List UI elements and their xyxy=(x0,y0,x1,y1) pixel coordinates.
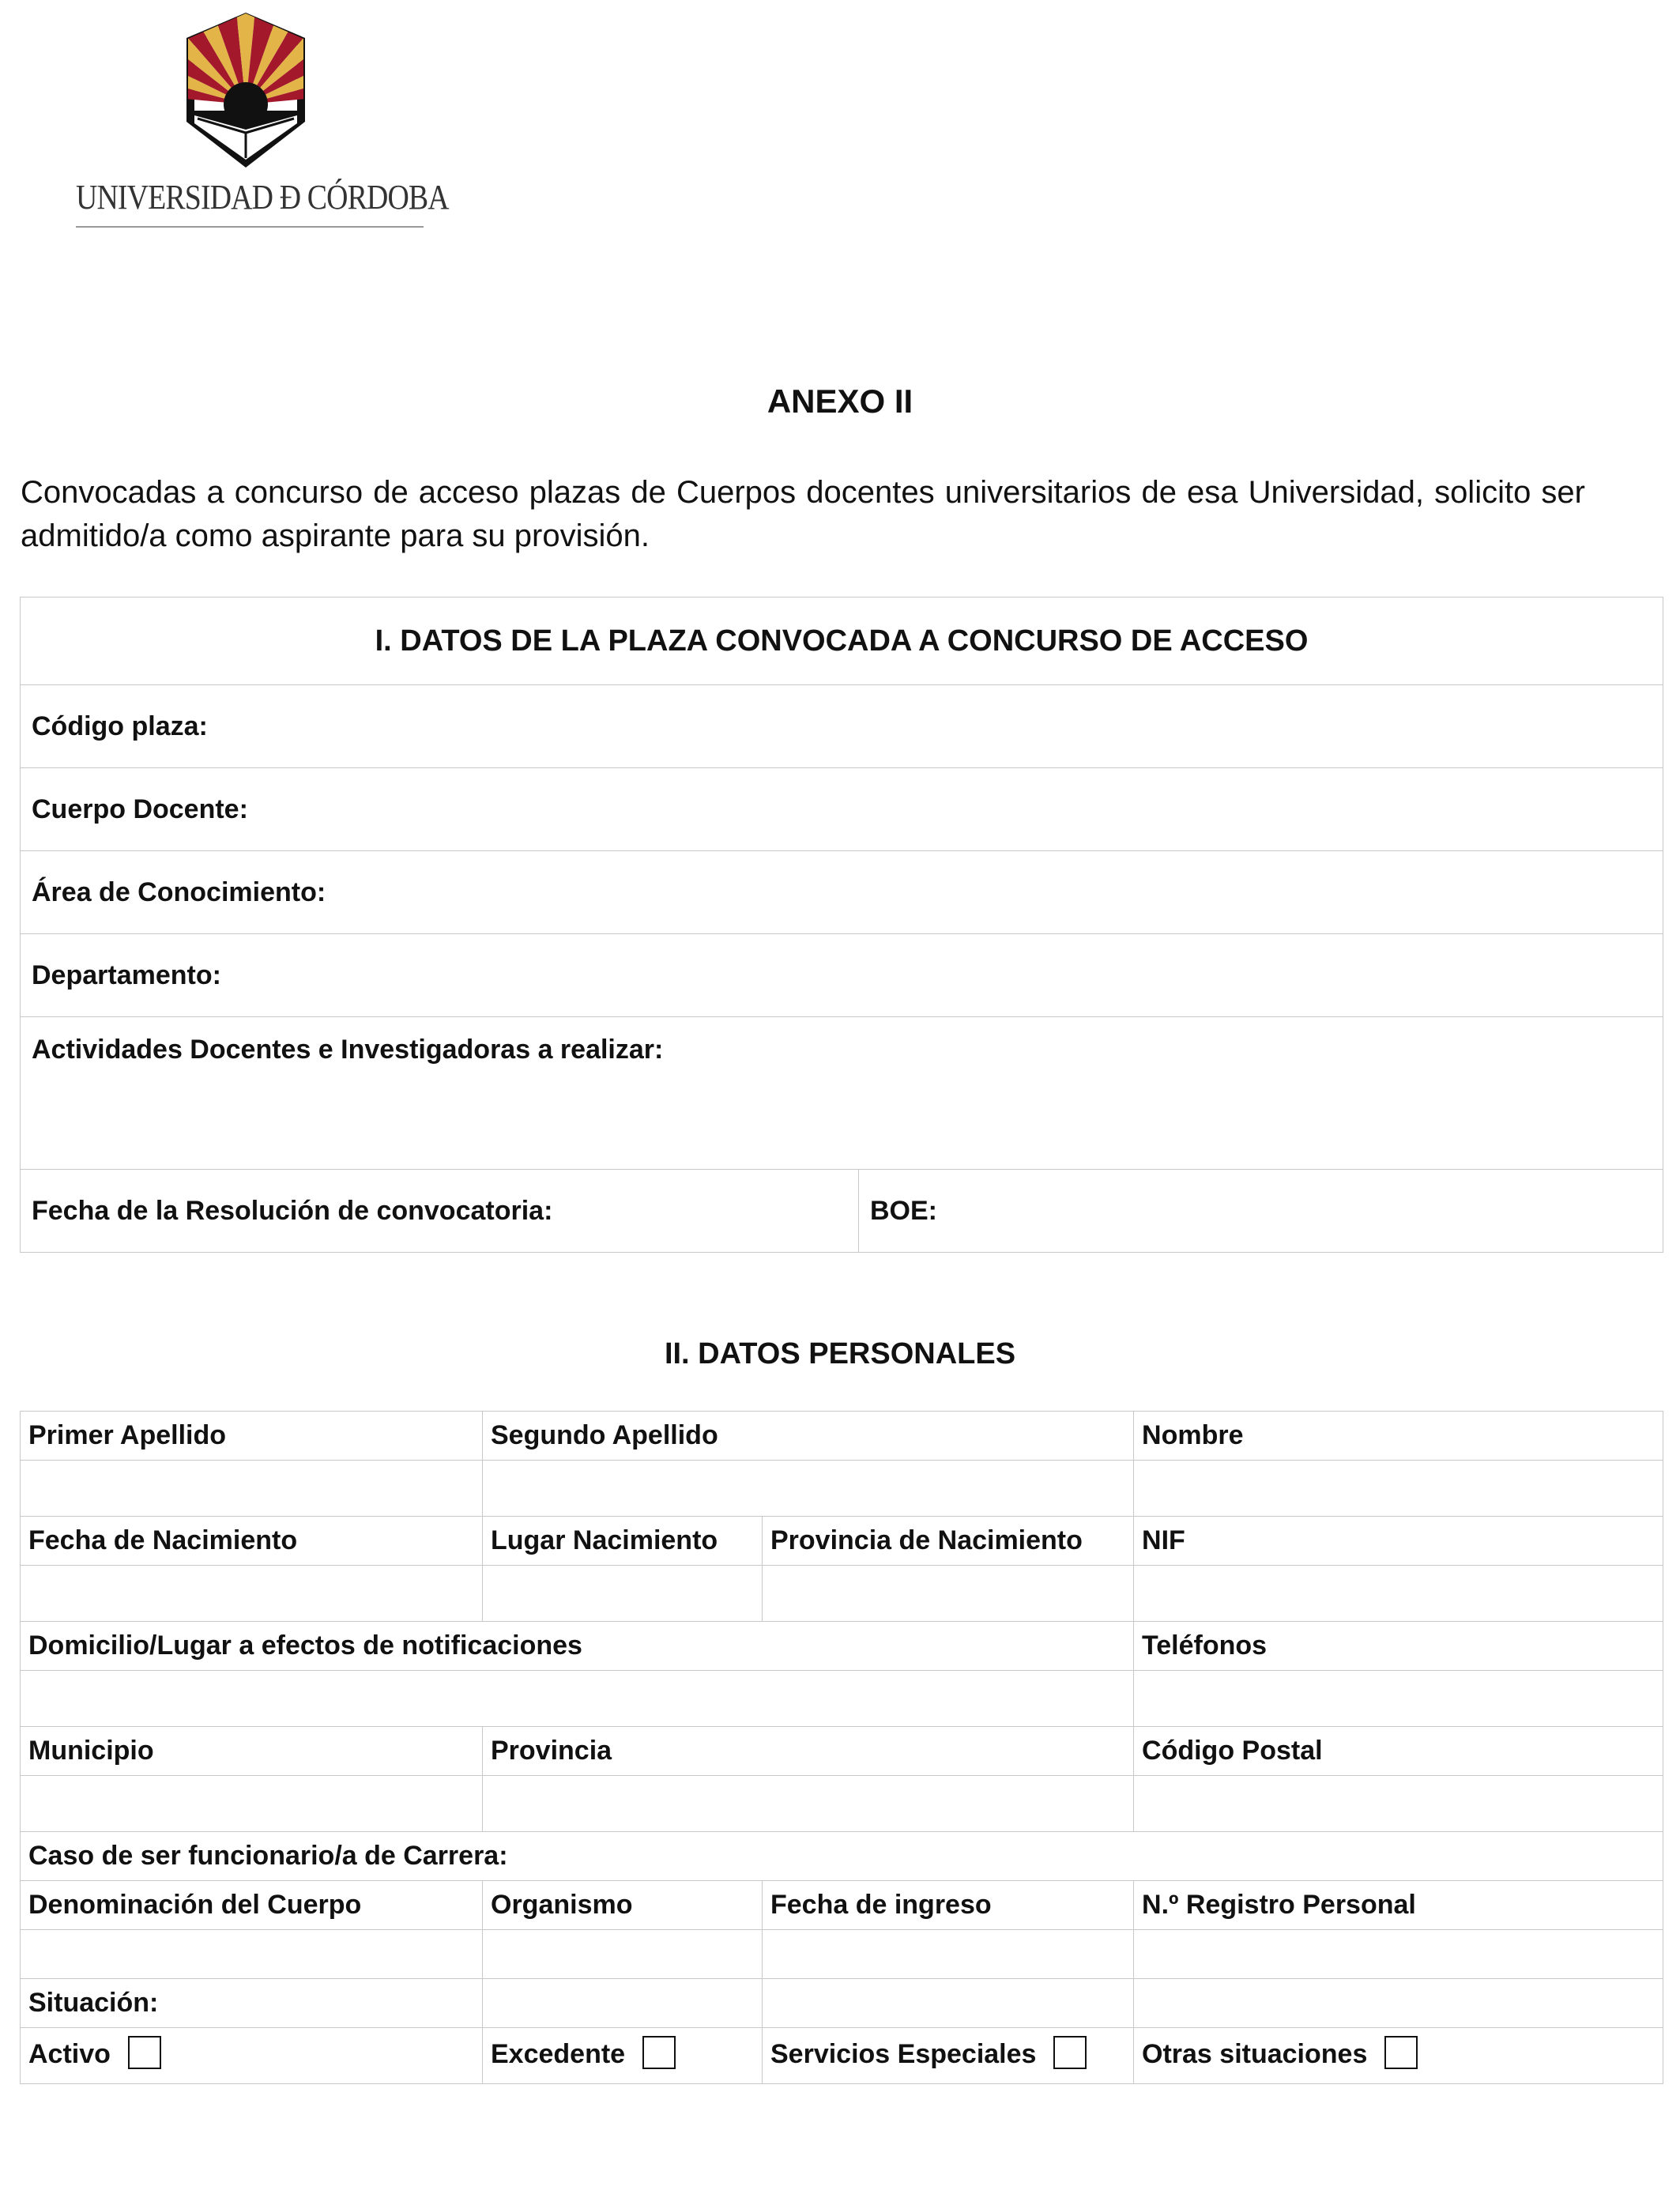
servicios-especiales-checkbox[interactable] xyxy=(1053,2036,1087,2069)
situacion-blank-2 xyxy=(763,1979,1134,2028)
codigo-postal-label: Código Postal xyxy=(1134,1727,1663,1776)
excedente-label: Excedente xyxy=(491,2038,626,2069)
intro-paragraph: Convocadas a concurso de acceso plazas de Cuerpos docentes universitarios de esa Universidad, solicito ser admitido/a como aspirante para su provisión. xyxy=(21,475,1585,553)
telefonos-input[interactable] xyxy=(1134,1671,1663,1727)
fecha-nacimiento-label: Fecha de Nacimiento xyxy=(21,1517,483,1566)
primer-apellido-label: Primer Apellido xyxy=(21,1412,483,1461)
servicios-especiales-label: Servicios Especiales xyxy=(770,2038,1037,2069)
nombre-label: Nombre xyxy=(1134,1412,1663,1461)
provincia-input[interactable] xyxy=(483,1776,1134,1832)
telefonos-label: Teléfonos xyxy=(1134,1622,1663,1671)
domicilio-label: Domicilio/Lugar a efectos de notificaciones xyxy=(21,1622,1134,1671)
otras-situaciones-label: Otras situaciones xyxy=(1142,2038,1368,2069)
fecha-nacimiento-input[interactable] xyxy=(21,1566,483,1622)
cuerpo-docente-field[interactable]: Cuerpo Docente: xyxy=(21,768,1663,851)
section2-heading: II. DATOS PERSONALES xyxy=(664,1337,1016,1370)
otras-situaciones-checkbox[interactable] xyxy=(1384,2036,1418,2069)
nif-label: NIF xyxy=(1134,1517,1663,1566)
otras-situaciones-option xyxy=(1134,2028,1663,2084)
excedente-option xyxy=(483,2028,763,2084)
segundo-apellido-input[interactable] xyxy=(483,1461,1134,1517)
provincia-nacimiento-label: Provincia de Nacimiento xyxy=(763,1517,1134,1566)
nif-input[interactable] xyxy=(1134,1566,1663,1622)
fecha-ingreso-input[interactable] xyxy=(763,1930,1134,1979)
denominacion-cuerpo-label: Denominación del Cuerpo xyxy=(21,1881,483,1930)
segundo-apellido-label: Segundo Apellido xyxy=(483,1412,1134,1461)
activo-option xyxy=(21,2028,483,2084)
provincia-label: Provincia xyxy=(483,1727,1134,1776)
provincia-nacimiento-input[interactable] xyxy=(763,1566,1134,1622)
university-crest-icon xyxy=(185,11,307,169)
activo-label: Activo xyxy=(28,2038,111,2069)
registro-personal-input[interactable] xyxy=(1134,1930,1663,1979)
plaza-data-table xyxy=(20,597,1663,1253)
page-title: ANEXO II xyxy=(767,383,913,420)
situacion-label: Situación: xyxy=(21,1979,483,2028)
municipio-label: Municipio xyxy=(21,1727,483,1776)
fecha-resolucion-field[interactable]: Fecha de la Resolución de convocatoria: xyxy=(21,1170,859,1253)
codigo-plaza-field[interactable]: Código plaza: xyxy=(21,685,1663,768)
primer-apellido-input[interactable] xyxy=(21,1461,483,1517)
registro-personal-label: N.º Registro Personal xyxy=(1134,1881,1663,1930)
codigo-postal-input[interactable] xyxy=(1134,1776,1663,1832)
servicios-especiales-option xyxy=(763,2028,1134,2084)
denominacion-cuerpo-input[interactable] xyxy=(21,1930,483,1979)
funcionario-label: Caso de ser funcionario/a de Carrera: xyxy=(21,1832,1663,1881)
lugar-nacimiento-label: Lugar Nacimiento xyxy=(483,1517,763,1566)
organismo-label: Organismo xyxy=(483,1881,763,1930)
university-logo xyxy=(76,11,449,232)
boe-field[interactable]: BOE: xyxy=(859,1170,1663,1253)
organismo-input[interactable] xyxy=(483,1930,763,1979)
area-conocimiento-field[interactable]: Área de Conocimiento: xyxy=(21,851,1663,934)
excedente-checkbox[interactable] xyxy=(642,2036,676,2069)
fecha-ingreso-label: Fecha de ingreso xyxy=(763,1881,1134,1930)
domicilio-input[interactable] xyxy=(21,1671,1134,1727)
municipio-input[interactable] xyxy=(21,1776,483,1832)
departamento-field[interactable]: Departamento: xyxy=(21,934,1663,1017)
nombre-input[interactable] xyxy=(1134,1461,1663,1517)
logo-underline xyxy=(76,226,424,228)
university-name: UNIVERSIDAD Ð CÓRDOBA xyxy=(76,178,449,217)
situacion-blank-3 xyxy=(1134,1979,1663,2028)
situacion-blank-1 xyxy=(483,1979,763,2028)
personal-data-table xyxy=(20,1411,1663,2084)
lugar-nacimiento-input[interactable] xyxy=(483,1566,763,1622)
section1-heading: I. DATOS DE LA PLAZA CONVOCADA A CONCURSO DE ACCESO xyxy=(21,598,1663,685)
activo-checkbox[interactable] xyxy=(128,2036,161,2069)
actividades-field[interactable]: Actividades Docentes e Investigadoras a realizar: xyxy=(21,1017,1663,1170)
